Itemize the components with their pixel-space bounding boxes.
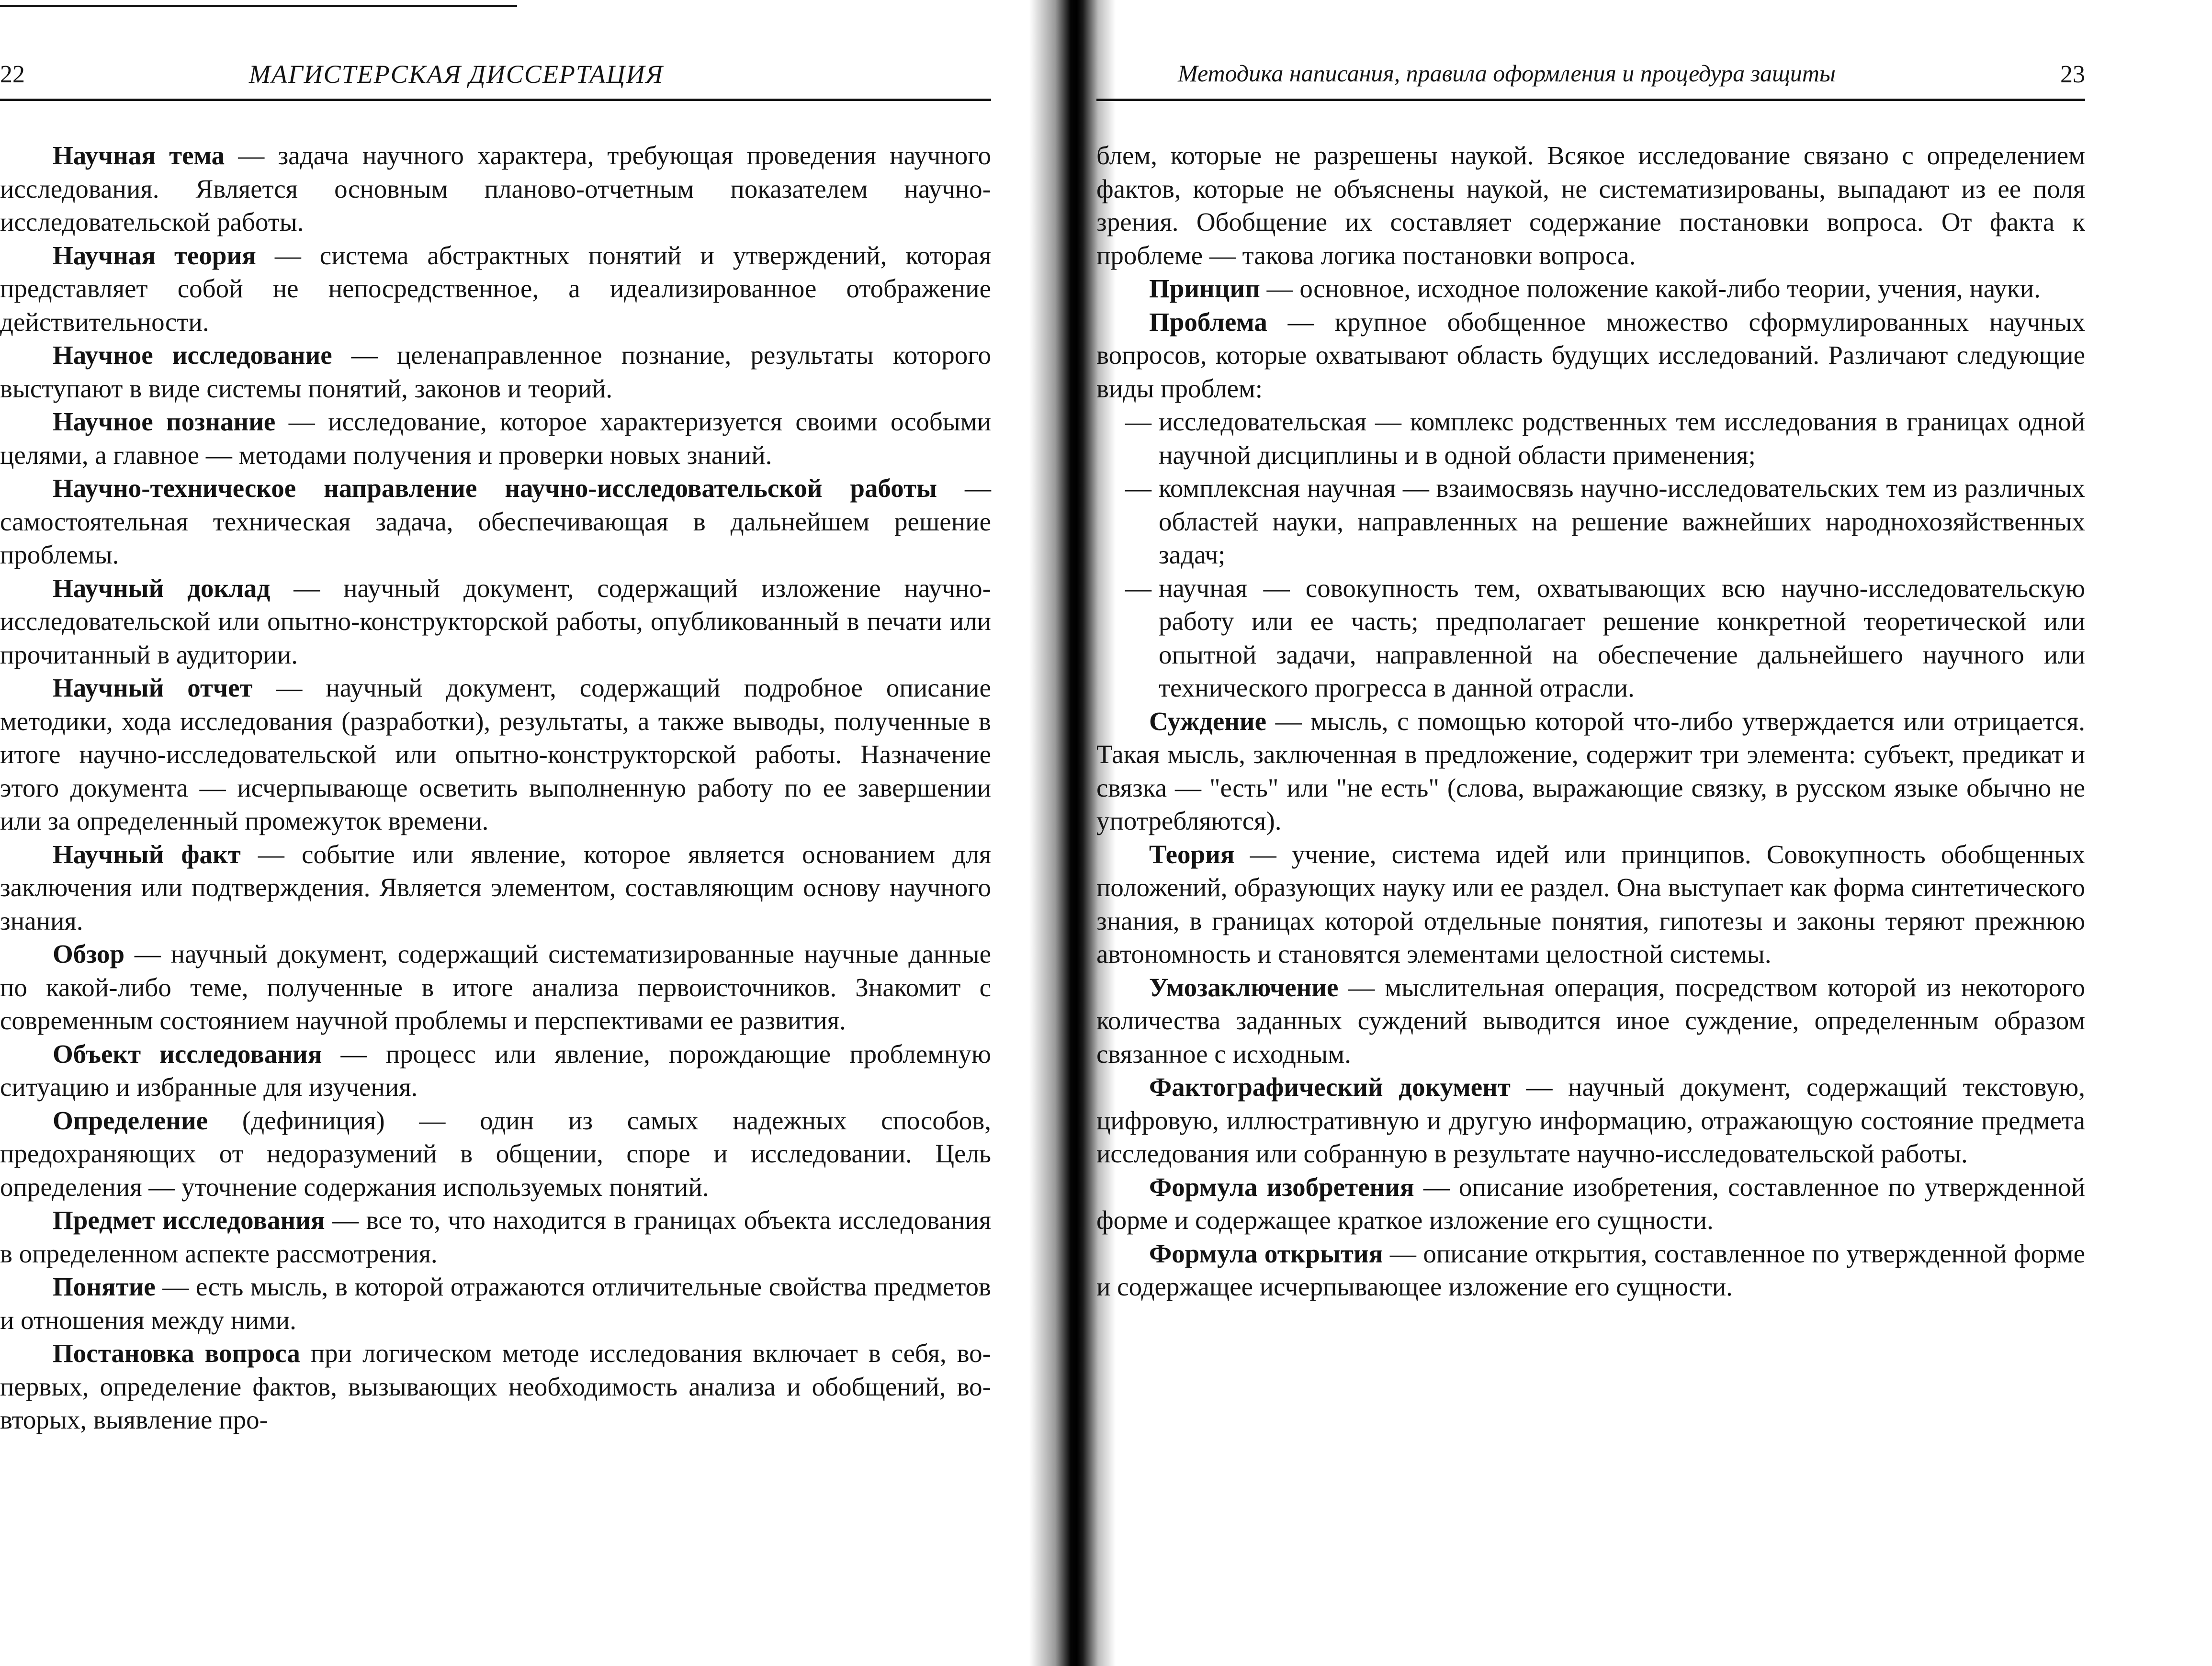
entry-definition: — научный документ, содержащий систематизированные научные данные по какой-либо теме, полученные в итоге анализа первоисточников. Знакомит с современным состоянием научной проблемы и перспективами ее развития. <box>0 939 991 1035</box>
page-number-left: 22 <box>0 61 25 88</box>
entry-definition: — учение, система идей или принципов. Совокупность обобщенных положений, образующих науку или ее раздел. Она выступает как форма синтетического знания, в границах которой отдельные понятия, гипотезы и законы теряют прежнюю автономность и становятся элементами целостной системы. <box>1096 839 2085 968</box>
entry-term: Научный доклад <box>53 573 271 603</box>
running-head-title-right: Методика написания, правила оформления и процедура защиты <box>1178 60 1836 87</box>
entry-term: Научный отчет <box>53 673 253 702</box>
entry-definition: — процесс или явление, порождающие проблемную ситуацию и избранные для изучения. <box>0 1039 991 1102</box>
entry-definition: — мысль, с помощью которой что-либо утверждается или отрицается. Такая мысль, заключенная в предложение, содержит три элемента: субъект, предикат и связка — "есть" или "не есть" (слова, выражающие связку, в русском языке обычно не употребляются). <box>1096 706 2085 835</box>
entry-term: Фактографический документ <box>1149 1072 1511 1102</box>
glossary-entry <box>0 338 991 405</box>
entry-term: Формула открытия <box>1149 1238 1383 1268</box>
glossary-entry <box>0 1337 991 1437</box>
list-item <box>1125 472 2085 572</box>
glossary-entry <box>0 239 991 339</box>
entry-definition: — научный документ, содержащий изложение научно-исследовательской или опытно-конструкторской работы, опубликованный в печати или прочитанный в аудитории. <box>0 573 991 669</box>
glossary-entry <box>0 838 991 938</box>
entry-term: Обзор <box>53 939 125 968</box>
continuation-paragraph: блем, которые не разрешены наукой. Всякое исследование связано с определением фактов, которые не объяснены наукой, не систематизированы, выпадают из ее поля зрения. Обобщение их составляет содержание постановки вопроса. От факта к проблеме — такова логика постановки вопроса. <box>1096 141 2085 270</box>
entry-definition: — исследование, которое характеризуется своими особыми целями, а главное — методами получения и проверки новых знаний. <box>0 407 991 470</box>
entry-term: Научно-техническое направление научно-исследовательской работы <box>53 473 937 503</box>
problem-types-list <box>1096 405 2085 705</box>
entry-term: Определение <box>53 1105 208 1135</box>
glossary-entry <box>1096 272 2085 305</box>
entry-term: Формула изобретения <box>1149 1172 1414 1202</box>
running-head-left <box>0 57 991 101</box>
entry-term: Научный факт <box>53 839 241 869</box>
entry-term: Умозаключение <box>1149 972 1339 1002</box>
entry-definition: при логическом методе исследования включает в себя, во-первых, определение фактов, вызывающих необходимость анализа и обобщений, во-вторых, выявление про- <box>0 1339 992 1434</box>
glossary-entry <box>1096 1070 2085 1171</box>
entry-definition: — мыслительная операция, посредством которой из некоторого количества заданных суждений выводится иное суждение, определенным образом связанное с исходным. <box>1096 972 2085 1069</box>
glossary-entry <box>0 405 991 472</box>
entry-definition: — научный документ, содержащий текстовую, цифровую, иллюстративную и другую информацию, отражающую состояние предмета исследования или собранную в результате научно-исследовательской работы. <box>1096 1072 2085 1168</box>
entry-term: Суждение <box>1149 706 1267 736</box>
entry-term: Научное познание <box>53 407 276 436</box>
glossary-entry <box>1096 1237 2085 1304</box>
glossary-entry <box>0 937 991 1037</box>
entry-definition: — самостоятельная техническая задача, обеспечивающая в дальнейшем решение проблемы. <box>0 473 991 569</box>
right-page-text <box>1096 139 2085 1304</box>
right-page <box>1096 0 2212 1666</box>
list-item-text: исследовательская — комплекс родственных тем исследования в границах одной научной дисциплины и в одной области применения; <box>1159 407 2085 470</box>
glossary-entry <box>0 671 991 838</box>
running-head-right <box>1096 57 2085 101</box>
entry-definition: — задача научного характера, требующая проведения научного исследования. Является основным планово-отчетным показателем научно-исследовательской работы. <box>0 141 991 236</box>
glossary-entry <box>0 572 991 672</box>
entry-definition: — есть мысль, в которой отражаются отличительные свойства предметов и отношения между ними. <box>0 1272 991 1335</box>
entry-definition: — все то, что находится в границах объекта исследования в определенном аспекте рассмотрения. <box>0 1205 991 1268</box>
entry-term: Проблема <box>1149 307 1267 337</box>
glossary-entry <box>1096 838 2085 971</box>
entry-term: Понятие <box>53 1272 156 1301</box>
glossary-entry <box>0 1104 991 1204</box>
entry-term: Предмет исследования <box>53 1205 325 1235</box>
entry-definition: — крупное обобщенное множество сформулированных научных вопросов, которые охватывают область будущих исследований. Различают следующие виды проблем: <box>1096 307 2085 403</box>
page-number-right: 23 <box>2060 61 2085 88</box>
entry-term: Теория <box>1149 839 1235 869</box>
entry-definition: — основное, исходное положение какой-либо теории, учения, науки. <box>1260 274 2041 303</box>
list-dash: — <box>1125 573 1151 603</box>
entry-definition: — описание изобретения, составленное по утвержденной форме и содержащее краткое изложение его сущности. <box>1096 1172 2085 1235</box>
entry-term: Постановка вопроса <box>53 1339 300 1368</box>
glossary-entry <box>1096 971 2085 1071</box>
entry-term: Научная тема <box>53 141 225 170</box>
entry-term: Принцип <box>1149 274 1260 303</box>
list-item <box>1125 572 2085 705</box>
entry-term: Научное исследование <box>53 340 332 370</box>
entry-definition: — описание открытия, составленное по утвержденной форме и содержащее исчерпывающее изложение его сущности. <box>1096 1238 2085 1301</box>
entry-definition: — научный документ, содержащий подробное описание методики, хода исследования (разработки), результаты, а также выводы, полученные в итоге научно-исследовательской или опытно-конструкторской работы. Назначение этого документа — исчерпывающе осветить выполненную работу по ее завершении или за определенный промежуток времени. <box>0 673 991 835</box>
glossary-entry <box>0 472 991 572</box>
left-page-text <box>0 139 991 1437</box>
entry-definition: — система абстрактных понятий и утверждений, которая представляет собой не непосредственное, а идеализированное отображение действительности. <box>0 240 991 337</box>
list-item-text: комплексная научная — взаимосвязь научно-исследовательских тем из различных областей науки, направленных на решение важнейших народнохозяйственных задач; <box>1159 473 2085 569</box>
running-head-title-left: МАГИСТЕРСКАЯ ДИССЕРТАЦИЯ <box>249 60 664 89</box>
entry-term: Научная теория <box>53 240 256 270</box>
glossary-entry <box>0 1037 991 1104</box>
list-dash: — <box>1125 407 1151 436</box>
glossary-entry <box>0 139 991 239</box>
glossary-entry <box>0 1204 991 1270</box>
entry-definition: — целенаправленное познание, результаты которого выступают в виде системы понятий, законов и теорий. <box>0 340 991 403</box>
glossary-entry <box>1096 305 2085 405</box>
list-item-text: научная — совокупность тем, охватывающих всю научно-исследовательскую работу или ее часть; предполагает решение конкретной теоретической или опытной задачи, направленной на обеспечение дальнейшего научного или технического прогресса в данной отрасли. <box>1159 573 2085 702</box>
entry-term: Объект исследования <box>53 1039 322 1069</box>
glossary-entry <box>0 1270 991 1337</box>
list-dash: — <box>1125 473 1151 503</box>
glossary-entry <box>1096 705 2085 838</box>
list-item <box>1125 405 2085 472</box>
glossary-entry <box>1096 1171 2085 1237</box>
entry-definition: (дефиниция) — один из самых надежных способов, предохраняющих от недоразумений в общении, споре и исследовании. Цель определения — уточнение содержания используемых понятий. <box>0 1105 991 1202</box>
left-page <box>0 0 1029 1666</box>
entry-definition: — событие или явление, которое является основанием для заключения или подтверждения. Является элементом, составляющим основу научного знания. <box>0 839 991 935</box>
